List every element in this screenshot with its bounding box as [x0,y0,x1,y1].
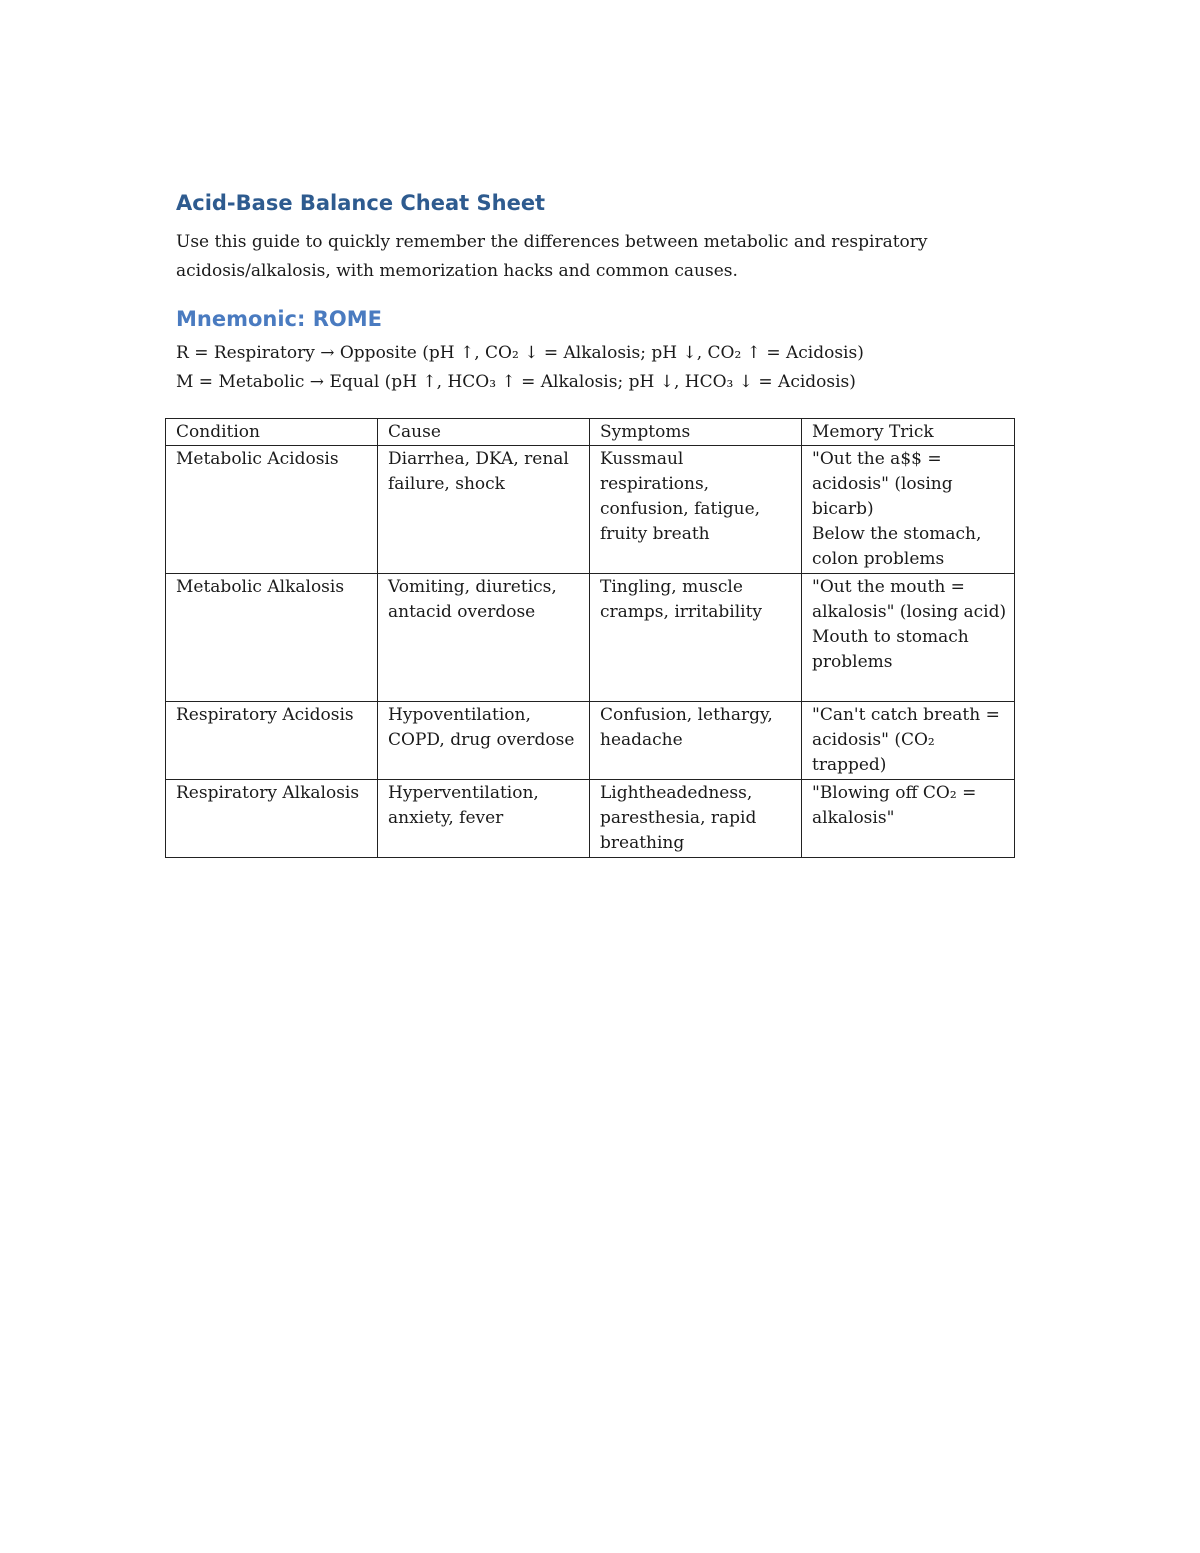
cell-symptoms: Lightheadedness, paresthesia, rapid breathing [590,780,802,858]
cell-memory-trick [802,574,1015,702]
header-condition: Condition [166,419,378,446]
cell-memory-trick: "Can't catch breath = acidosis" (CO₂ trapped) [802,702,1015,780]
table-row [166,702,1015,780]
cell-symptoms: Tingling, muscle cramps, irritability [590,574,802,702]
header-symptoms: Symptoms [590,419,802,446]
table-row [166,446,1015,574]
memory-trick-text: "Out the a$$ = acidosis" (losing bicarb) [812,449,953,519]
cell-condition: Respiratory Alkalosis [166,780,378,858]
rule-metabolic: M = Metabolic → Equal (pH ↑, HCO₃ ↑ = Alkalosis; pH ↓, HCO₃ ↓ = Acidosis) [176,372,856,392]
mnemonic-heading: Mnemonic: ROME [176,307,382,331]
cell-memory-trick: "Blowing off CO₂ = alkalosis" [802,780,1015,858]
cell-cause: Hypoventilation, COPD, drug overdose [378,702,590,780]
memory-trick-note: Mouth to stomach problems [812,627,969,672]
document-title: Acid-Base Balance Cheat Sheet [176,191,546,215]
cell-symptoms: Confusion, lethargy, headache [590,702,802,780]
table-row [166,780,1015,858]
cell-condition: Respiratory Acidosis [166,702,378,780]
header-memory-trick: Memory Trick [802,419,1015,446]
cell-memory-trick [802,446,1015,574]
cell-condition: Metabolic Alkalosis [166,574,378,702]
acid-base-table [165,418,1015,858]
cell-condition: Metabolic Acidosis [166,446,378,574]
memory-trick-text: "Out the mouth = alkalosis" (losing acid) [812,577,1007,622]
rule-respiratory: R = Respiratory → Opposite (pH ↑, CO₂ ↓ = Alkalosis; pH ↓, CO₂ ↑ = Acidosis) [176,343,864,363]
cell-cause: Diarrhea, DKA, renal failure, shock [378,446,590,574]
table-header-row [166,419,1015,446]
table-row [166,574,1015,702]
header-cause: Cause [378,419,590,446]
cell-symptoms: Kussmaul respirations, confusion, fatigue, fruity breath [590,446,802,574]
cell-cause: Hyperventilation, anxiety, fever [378,780,590,858]
memory-trick-note: Below the stomach, colon problems [812,524,982,569]
intro-paragraph: Use this guide to quickly remember the differences between metabolic and respiratory acidosis/alkalosis, with memorization hacks and common causes. [176,232,928,281]
cell-cause: Vomiting, diuretics, antacid overdose [378,574,590,702]
